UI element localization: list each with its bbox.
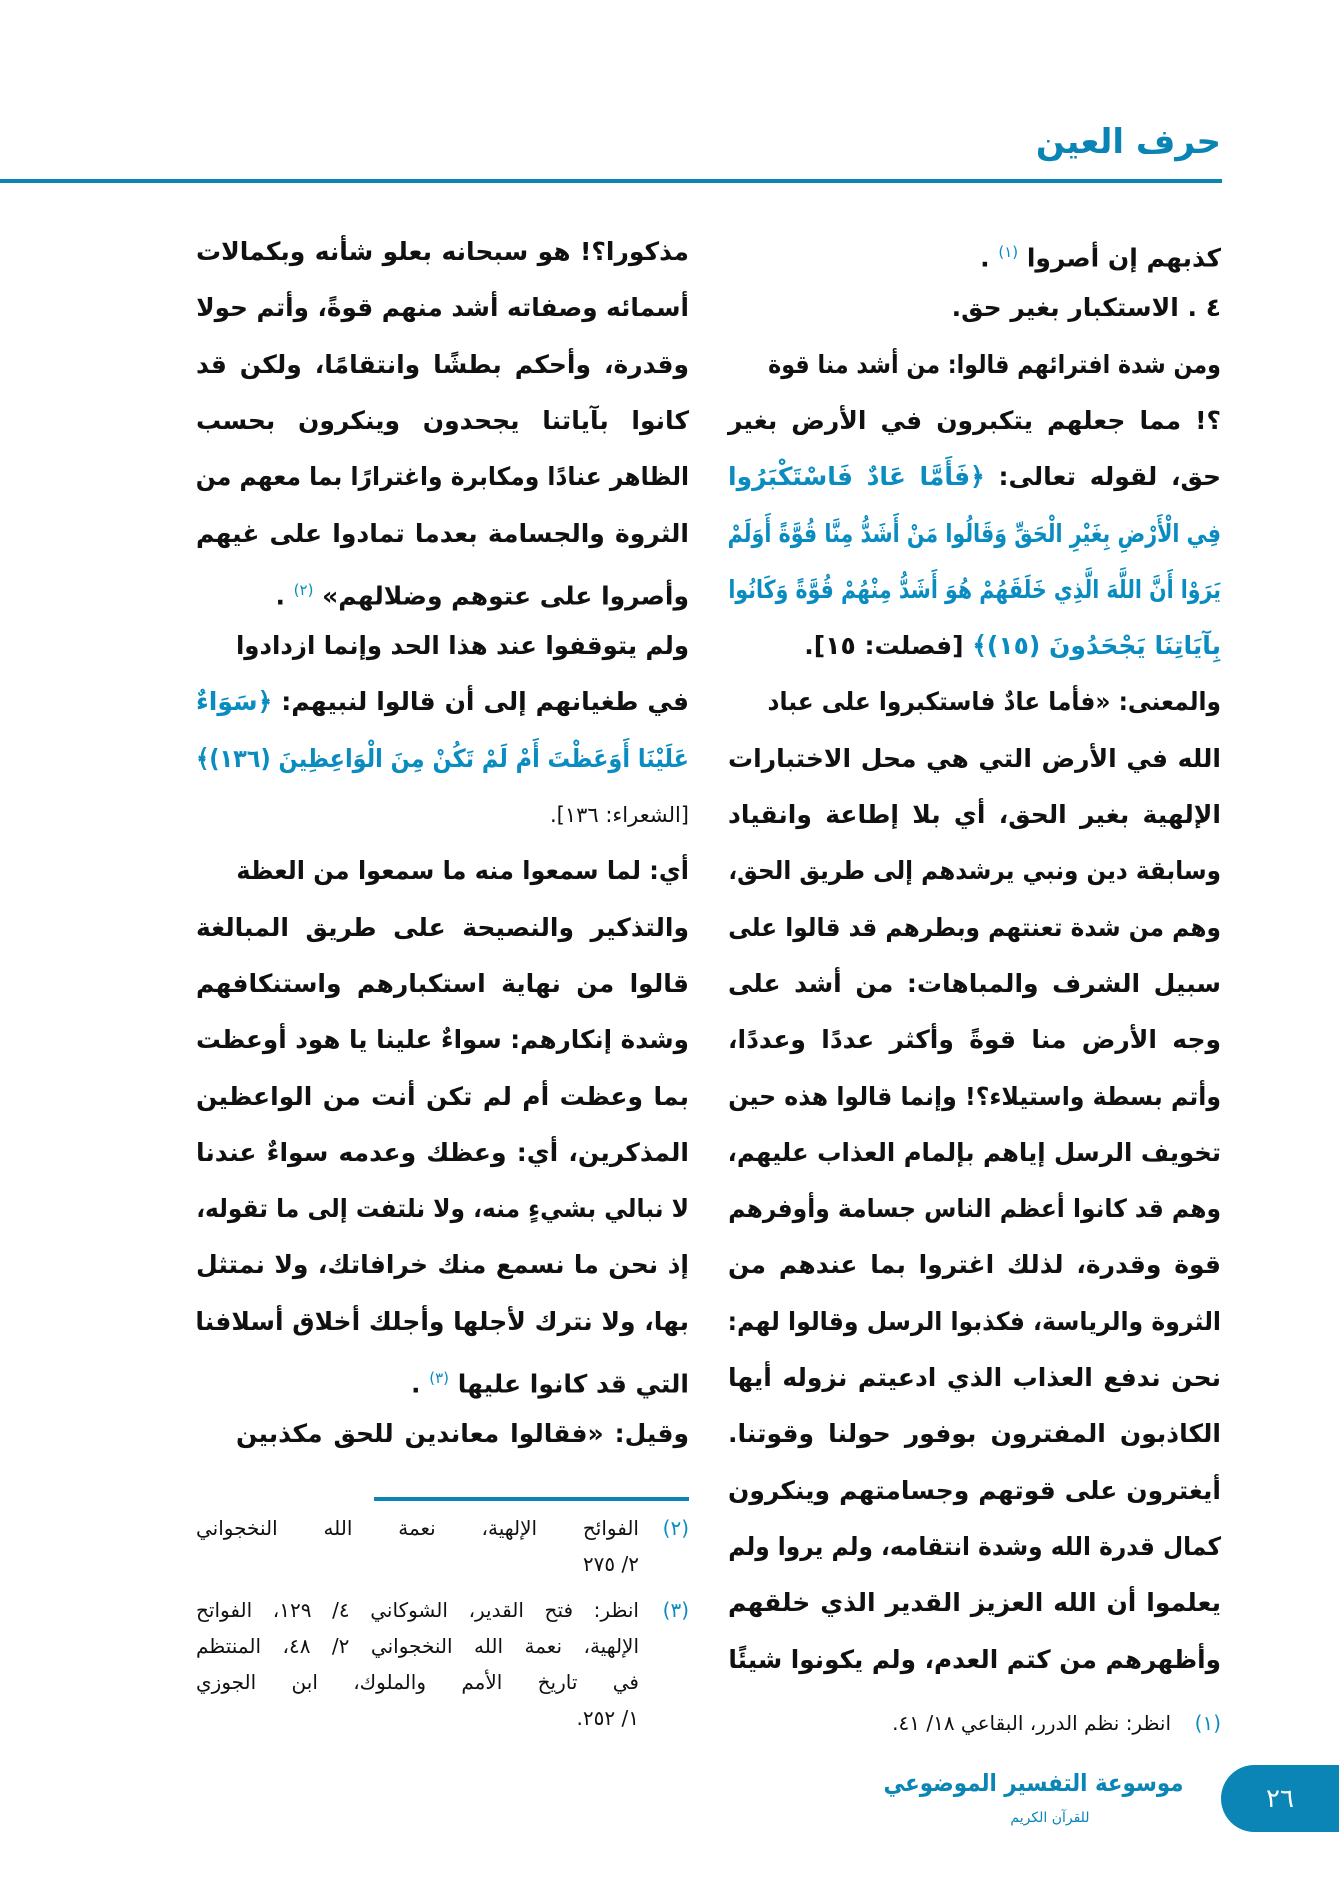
text-segment: قوة وقدرة، لذلك اغتروا بما عندهم من: [728, 1250, 1221, 1280]
footnote-text: انظر: فتح القدير، الشوكاني ٤/ ١٢٩، الفواتح: [196, 1598, 639, 1622]
footnote-text: ٢/ ٢٧٥: [582, 1552, 639, 1576]
text-segment: كذبهم إن أصروا: [1018, 243, 1221, 273]
text-segment: وأصروا على عتوهم وضلالهم»: [313, 581, 689, 611]
footnote-line: [196, 1546, 639, 1582]
text-line: [768, 338, 1221, 392]
text-line: [728, 619, 1221, 673]
text-segment: أي: لما سمعوا منه ما سمعوا من العظة: [236, 856, 690, 886]
text-segment: الكاذبون المفترون بوفور حولنا وقوتنا.: [728, 1419, 1221, 1449]
text-segment: قالوا من نهاية استكبارهم واستنكافهم: [196, 968, 689, 998]
text-line: [196, 1351, 689, 1405]
text-segment: وقيل: «فقالوا معاندين للحق مكذبين: [236, 1419, 689, 1449]
footnote-number: (١): [1194, 1711, 1221, 1735]
text-segment: التي قد كانوا عليها: [448, 1369, 689, 1399]
text-segment: ولم يتوقفوا عند هذا الحد وإنما ازدادوا: [235, 631, 690, 661]
footnote-line: [196, 1510, 639, 1546]
text-segment: إذ نحن ما نسمع منك خرافاتك، ولا نمتثل: [196, 1250, 689, 1280]
text-segment: المذكرين، أي: وعظك وعدمه سواءٌ عندنا: [196, 1137, 689, 1167]
text-segment: والمعنى: «فأما عادٌ فاستكبروا على عباد: [767, 687, 1221, 717]
logo-subtitle: للقرآن الكريم: [1010, 1810, 1090, 1826]
footnote-text: الفوائح الإلهية، نعمة الله النخجواني: [196, 1516, 639, 1540]
text-line: [774, 281, 1221, 335]
text-line: [195, 1013, 689, 1067]
text-line: [728, 1182, 1221, 1236]
quran-verse: بِآيَاتِنَا يَجْحَدُونَ (١٥)﴾: [972, 631, 1221, 661]
quran-verse: عَلَيْنَا أَوَعَظْتَ أَمْ لَمْ تَكُنْ مِنَ الْوَاعِظِينَ (١٣٦)﴾: [196, 743, 689, 773]
text-segment: حق، لقوله تعالى:: [984, 462, 1221, 492]
text-line: [236, 1407, 689, 1461]
text-segment: وجه الأرض منا قوةً وأكثر عددًا وعددًا،: [728, 1025, 1221, 1055]
text-line: [728, 1351, 1221, 1405]
text-segment: الإلهية بغير الحق، أي بلا إطاعة وانقياد: [728, 800, 1221, 829]
text-line: [196, 507, 689, 561]
text-segment: الله في الأرض التي هي محل الاختبارات: [728, 743, 1221, 773]
text-line: [727, 1295, 1221, 1349]
text-segment: في طغيانهم إلى أن قالوا لنبيهم:: [272, 687, 689, 717]
text-segment: ؟! مما جعلهم يتكبرون في الأرض بغير: [728, 405, 1221, 435]
text-segment: سبيل الشرف والمباهات: من أشد على: [728, 968, 1221, 998]
chapter-title: حرف العين: [1035, 122, 1221, 162]
footnote-line: [196, 1664, 639, 1700]
text-line: [728, 788, 1221, 842]
text-line: [196, 675, 689, 729]
footnote-line: [196, 1592, 639, 1628]
text-segment: الثروة والجسامة بعدما تمادوا على غيهم: [196, 518, 689, 548]
text-line: [196, 1182, 689, 1236]
text-segment: وقدرة، وأحكم بطشًا وانتقامًا، ولكن قد: [196, 349, 689, 379]
text-line: [196, 732, 689, 786]
text-segment: وسابقة دين ونبي يرشدهم إلى طريق الحق،: [728, 856, 1221, 886]
text-segment: [فصلت: ١٥].: [804, 631, 973, 661]
footnote-text: انظر: نظم الدرر، البقاعي ١٨/ ٤١.: [892, 1711, 1171, 1735]
text-segment: نحن ندفع العذاب الذي ادعيتم نزوله أيها: [728, 1363, 1221, 1392]
logo-title: موسوعة التفسير الموضوعي: [883, 1769, 1184, 1797]
text-segment: الظاهر عنادًا ومكابرة واغترارًا بما معهم من: [195, 462, 689, 492]
text-segment: .: [980, 243, 999, 273]
footnote-line: [196, 1700, 639, 1736]
text-line: [196, 788, 689, 842]
text-line: [235, 619, 690, 673]
text-segment: أسمائه وصفاته أشد منهم قوةً، وأتم حولا: [196, 293, 689, 323]
text-line: [728, 1070, 1221, 1124]
text-line: [728, 1633, 1221, 1687]
footnote-line: [801, 1705, 1171, 1741]
quran-verse: يَرَوْا أَنَّ اللَّهَ الَّذِي خَلَقَهُمْ هُوَ أَشَدُّ مِنْهُمْ قُوَّةً وَكَانُوا: [728, 574, 1221, 604]
text-segment: بما وعظت أم لم تكن أنت من الواعظين: [196, 1081, 689, 1111]
text-line: [196, 1238, 689, 1292]
footnote-ref[interactable]: (٣): [429, 1369, 449, 1387]
encyclopedia-logo: [883, 1760, 1200, 1844]
text-line: [728, 563, 1221, 617]
quran-verse: فِي الْأَرْضِ بِغَيْرِ الْحَقِّ وَقَالُوا مَنْ أَشَدُّ مِنَّا قُوَّةً أَوَلَمْ: [727, 518, 1221, 548]
text-line: [728, 1520, 1221, 1574]
text-segment: والتذكير والنصيحة على طريق المبالغة: [196, 912, 689, 942]
text-segment: لا نبالي بشيءٍ منه، ولا نلتفت إلى ما تقوله،: [196, 1194, 689, 1224]
text-line: [728, 1464, 1221, 1518]
text-line: [196, 338, 689, 392]
text-line: [196, 1070, 689, 1124]
text-line: [728, 844, 1221, 898]
text-segment: كمال قدرة الله وشدة انتقامه، ولم يروا ولم: [728, 1531, 1221, 1561]
text-line: [195, 450, 689, 504]
text-segment: ومن شدة افترائهم قالوا: من أشد منا قوة: [768, 349, 1221, 379]
text-segment: الثروة والرياسة، فكذبوا الرسل وقالوا لهم:: [727, 1306, 1221, 1336]
page-number: ٢٦: [1221, 1765, 1339, 1832]
text-line: [767, 675, 1221, 729]
footnote-text: ١/ ٢٥٢.: [576, 1706, 639, 1730]
text-line: [728, 957, 1221, 1011]
text-line: [727, 507, 1221, 561]
text-line: [727, 1126, 1221, 1180]
text-line: [728, 1576, 1221, 1630]
text-segment: وأتم بسطة واستيلاء؟! وإنما قالوا هذه حين: [728, 1081, 1221, 1111]
right-column: [728, 0, 1221, 1800]
text-line: [236, 844, 690, 898]
footnote-separator: [374, 1497, 689, 1501]
text-line: [728, 1238, 1221, 1292]
text-line: [728, 394, 1221, 448]
footnote-number: (٣): [662, 1598, 689, 1622]
text-line: [196, 901, 689, 955]
text-segment: [الشعراء: ١٣٦].: [549, 803, 689, 827]
text-segment: تخويف الرسل إياهم بإلمام العذاب عليهم،: [727, 1137, 1221, 1167]
text-segment: ٤ . الاستكبار بغير حق.: [951, 293, 1221, 323]
footnote-ref[interactable]: (١): [998, 243, 1019, 261]
text-line: [728, 732, 1221, 786]
footnote-line: [196, 1628, 639, 1664]
text-line: [728, 1013, 1221, 1067]
text-segment: .: [411, 1369, 430, 1399]
text-line: [196, 957, 689, 1011]
text-segment: وهم من شدة تعنتهم وبطرهم قد قالوا على: [728, 912, 1221, 942]
text-segment: كانوا بآياتنا يجحدون وينكرون بحسب: [196, 405, 689, 435]
footnote-text: الإلهية، نعمة الله النخجواني ٢/ ٤٨، المنتظم: [196, 1634, 639, 1658]
text-line: [196, 394, 689, 448]
text-line: [196, 281, 689, 335]
text-segment: بها، ولا نترك لأجلها وأجلك أخلاق أسلافنا: [195, 1306, 689, 1336]
text-segment: .: [275, 581, 294, 611]
text-line: [196, 1295, 689, 1349]
text-segment: وشدة إنكارهم: سواءٌ علينا يا هود أوعظت: [195, 1025, 689, 1055]
text-segment: أيغترون على قوتهم وجسامتهم وينكرون: [728, 1475, 1221, 1505]
text-line: [196, 563, 689, 617]
text-line: [728, 450, 1221, 504]
text-segment: وهم قد كانوا أعظم الناس جسامة وأوفرهم: [728, 1194, 1221, 1224]
text-line: [196, 1126, 689, 1180]
text-line: [196, 225, 689, 279]
text-segment: مذكورا؟! هو سبحانه بعلو شأنه وبكمالات: [196, 237, 689, 266]
text-segment: وأظهرهم من كتم العدم، ولم يكونوا شيئًا: [728, 1644, 1221, 1674]
quran-verse: ﴿فَأَمَّا عَادٌ فَاسْتَكْبَرُوا: [728, 462, 985, 492]
footnote-number: (٢): [662, 1516, 689, 1540]
footnote-ref[interactable]: (٢): [293, 580, 314, 599]
footnote-text: في تاريخ الأمم والملوك، ابن الجوزي: [196, 1670, 639, 1694]
text-segment: يعلموا أن الله العزيز القدير الذي خلقهم: [728, 1588, 1221, 1618]
text-line: [728, 901, 1221, 955]
text-line: [728, 225, 1221, 279]
quran-verse: ﴿سَوَاءٌ: [196, 687, 273, 717]
text-line: [728, 1407, 1221, 1461]
